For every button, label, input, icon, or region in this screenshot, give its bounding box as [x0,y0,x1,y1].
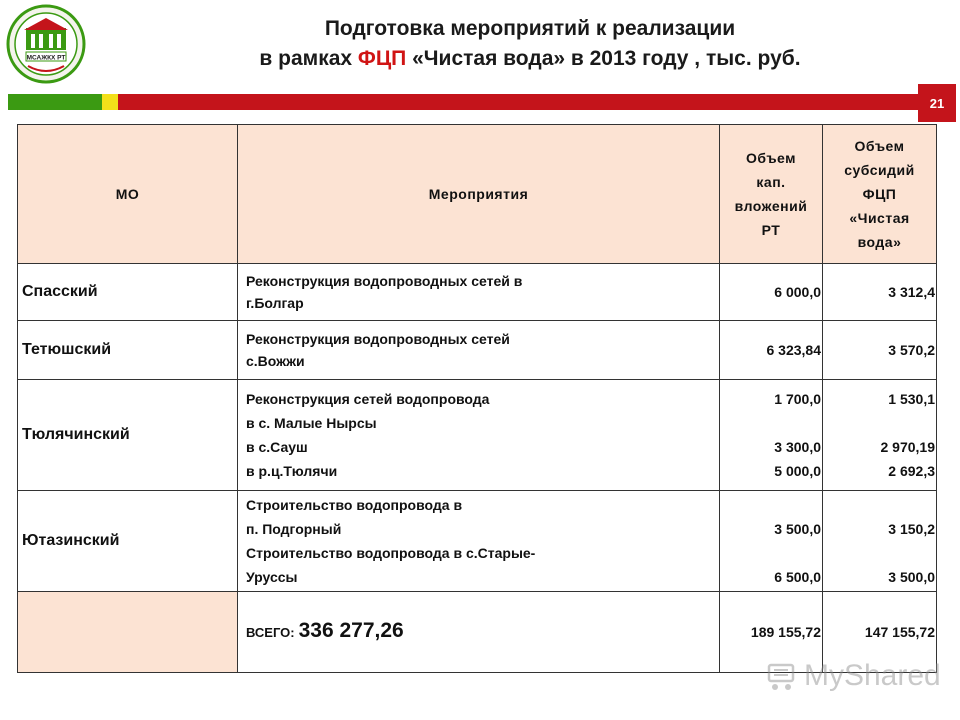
cell-cap: 6 323,84 [720,321,823,380]
table-row [18,264,937,321]
cell-cap: 3 500,0 6 500,0 [720,491,823,592]
title-line-2 [100,44,960,74]
band-yellow [102,94,118,110]
page-number: 21 [918,84,956,122]
ministry-logo [6,4,86,84]
table-header-row [18,125,937,264]
band-red [118,94,918,110]
cell-mo: Тюлячинский [18,380,238,491]
total-label: ВСЕГО: [246,625,295,640]
projects-table [17,124,937,673]
cell-cap: 1 700,0 3 300,0 5 000,0 [720,380,823,491]
svg-text:МСАЖКХ РТ: МСАЖКХ РТ [26,54,66,62]
slide-title [100,14,960,74]
table-row [18,491,937,592]
title-line-2-end: «Чистая вода» в 2013 году , тыс. руб. [406,47,801,70]
title-line-2-start: в рамках [259,47,358,70]
cell-sub: 3 150,2 3 500,0 [823,491,937,592]
cart-icon [766,659,800,693]
cell-events: Строительство водопровода в п. Подгорный Строительство водопровода в с.Старые- Уруссы [238,491,720,592]
header-mo: МО [18,125,238,264]
cell-mo: Ютазинский [18,491,238,592]
cell-events: Реконструкция сетей водопровода в с. Малые Нырсы в с.Сауш в р.ц.Тюлячи [238,380,720,491]
cell-sub: 3 312,4 [823,264,937,321]
watermark-text: MyShared [804,659,941,692]
table-row [18,321,937,380]
cell-mo: Тетюшский [18,321,238,380]
cell-events: Реконструкция водопроводных сетей с.Вожжи [238,321,720,380]
cell-cap: 6 000,0 [720,264,823,321]
band-green [8,94,102,110]
header-events: Мероприятия [238,125,720,264]
total-value: 336 277,26 [298,619,404,642]
title-accent: ФЦП [357,47,407,70]
header-cap-investment: Объем кап. вложений РТ [720,125,823,264]
cell-events: Реконструкция водопроводных сетей в г.Болгар [238,264,720,321]
table-row [18,380,937,491]
total-sub: 147 155,72 [823,592,937,673]
total-cap: 189 155,72 [720,592,823,673]
title-line-1: Подготовка мероприятий к реализации [324,17,736,40]
cell-mo: Спасский [18,264,238,321]
cell-sub: 1 530,1 2 970,19 2 692,3 [823,380,937,491]
watermark [766,656,941,696]
total-empty-cell [18,592,238,673]
total-cell [238,592,720,673]
cell-sub: 3 570,2 [823,321,937,380]
header-subsidy: Объем субсидий ФЦП «Чистая вода» [823,125,937,264]
